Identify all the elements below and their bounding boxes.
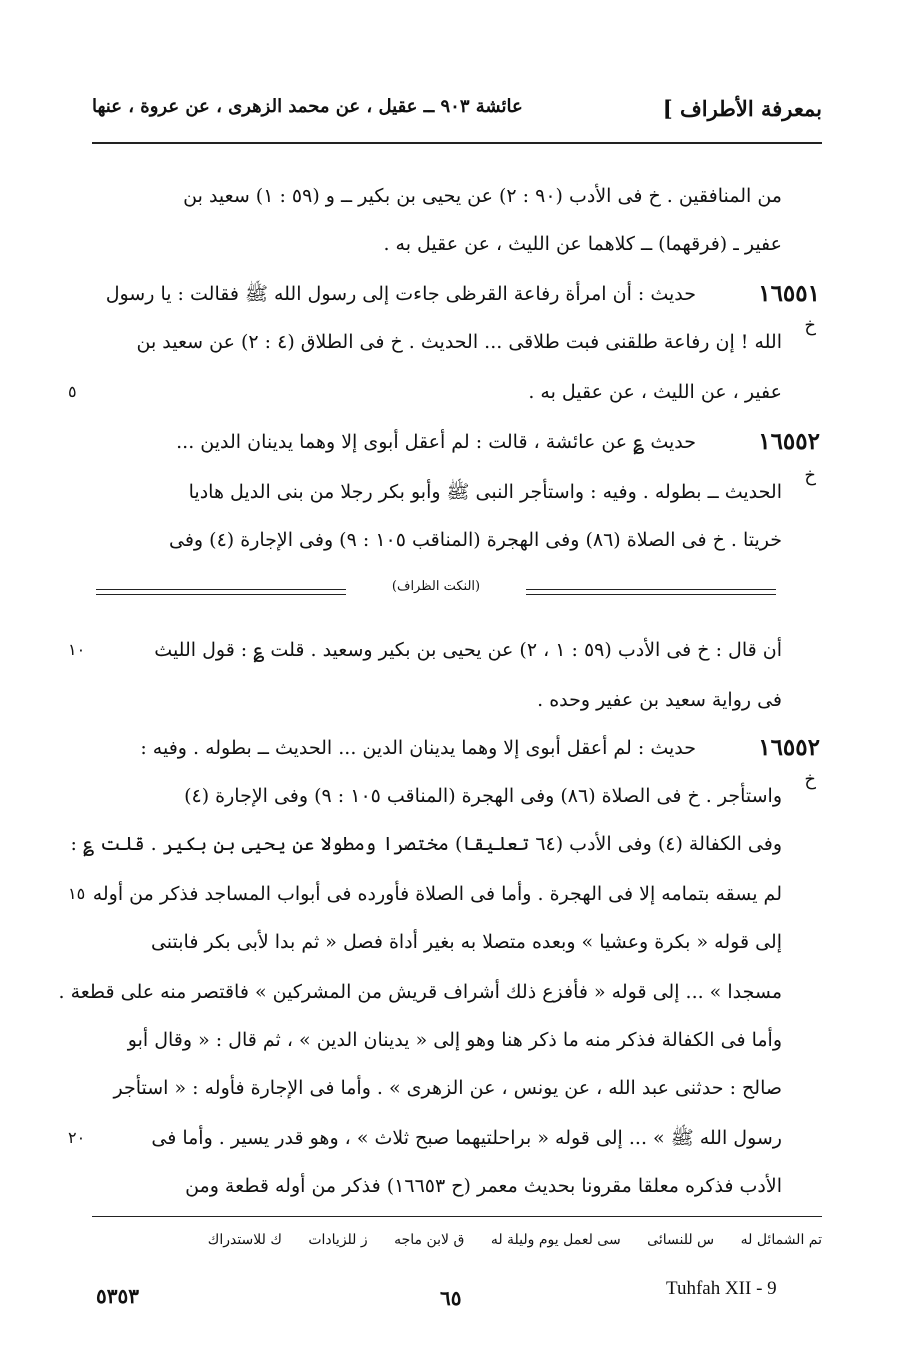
header-book-title: بمعرفة الأطراف ] (662, 96, 822, 121)
upper-line-4: الله ! إن رفاعة طلقنى فبت طلاقى ... الحديث . خ فى الطلاق (٤ : ٢) عن سعيد بن (136, 331, 782, 353)
footer-rule (92, 1216, 822, 1217)
abbr-item: س للنسائى (647, 1232, 715, 1248)
lower-line-8: مسجدا » ... إلى قوله « فأفزع ذلك أشراف قريش من المشركين » فاقتصر منه على قطعة . (58, 981, 782, 1003)
section-separator (96, 579, 776, 601)
lower-line-7: إلى قوله « بكرة وعشيا » وبعده متصلا به بغير أداة فصل « ثم بدا لأبى بكر فابتنى (150, 931, 782, 953)
lower-line-1: أن قال : خ فى الأدب (٥٩ : ١ ، ٢) عن يحيى بن بكير وسعيد . قلت ؏ : قول الليث (154, 639, 782, 661)
margin-number-10: ١٠ (68, 640, 86, 659)
separator-double-rule-right (526, 589, 776, 595)
siglum-kha: خ (804, 315, 816, 336)
siglum-kha: خ (804, 769, 816, 790)
upper-line-7: الحديث ــ بطوله . وفيه : واستأجر النبى ﷺ وأبو بكر رجلا من بنى الديل هاديا (188, 481, 782, 503)
footer-left-number: ٥٣٥٣ (96, 1284, 139, 1308)
abbreviation-key (186, 1232, 822, 1248)
upper-line-3: حديث : أن امرأة رفاعة القرظى جاءت إلى رسول الله ﷺ فقالت : يا رسول (105, 283, 696, 305)
abbr-item: ز للزيادات (308, 1232, 368, 1248)
lower-line-9: وأما فى الكفالة فذكر منه ما ذكر هنا وهو إلى « يدينان الدين » ، ثم قال : « وقال أبو (127, 1029, 782, 1051)
hadith-number-16551: ١٦٥٥١ (758, 280, 820, 307)
lower-line-3: حديث : لم أعقل أبوى إلا وهما يدينان الدين ... الحديث ــ بطوله . وفيه : (140, 737, 696, 759)
upper-line-5: عفير ، عن الليث ، عن عقيل به . (528, 381, 782, 403)
lower-line-10: صالح : حدثنى عبد الله ، عن يونس ، عن الزهرى » . وأما فى الإجارة فأوله : « استأجر (113, 1077, 782, 1099)
margin-number-15: ١٥ (68, 884, 86, 903)
hadith-number-16552: ١٦٥٥٢ (758, 428, 820, 455)
margin-number-5: ٥ (68, 382, 77, 401)
lower-line-6: لم يسقه بتمامه إلا فى الهجرة . وأما فى الصلاة فأورده فى أبواب المساجد فذكر من أوله (92, 883, 782, 905)
hadith-number-16552-nukat: ١٦٥٥٢ (758, 734, 820, 761)
lower-line-2: فى رواية سعيد بن عفير وحده . (537, 689, 782, 711)
lower-line-5: وفى الكفالة (٤) وفى الأدب (٦٤ تعليقا) مختصرا ومطولا عن يحيى بن بكير . قلت ؏ : (70, 833, 782, 855)
separator-label: (النكت الظراف) (391, 579, 481, 594)
upper-line-2: عفير ـ (فرقهما) ــ كلاهما عن الليث ، عن عقيل به . (383, 233, 782, 255)
separator-double-rule-left (96, 589, 346, 595)
margin-number-20: ٢٠ (68, 1128, 86, 1147)
abbr-item: ك للاستدراك (207, 1232, 282, 1248)
upper-line-6: حديث ؏ عن عائشة ، قالت : لم أعقل أبوى إلا وهما يدينان الدين ... (176, 431, 696, 453)
page-number: ٦٥ (440, 1286, 462, 1310)
upper-line-8: خريتا . خ فى الصلاة (٨٦) وفى الهجرة (المناقب ١٠٥ : ٩) وفى الإجارة (٤) وفى (169, 529, 782, 551)
lower-line-4: واستأجر . خ فى الصلاة (٨٦) وفى الهجرة (المناقب ١٠٥ : ٩) وفى الإجارة (٤) (184, 785, 782, 807)
header-rule (92, 142, 822, 144)
abbr-item: تم الشمائل له (740, 1232, 822, 1248)
upper-line-1: من المنافقين . خ فى الأدب (٩٠ : ٢) عن يحيى بن بكير ــ و (٥٩ : ١) سعيد بن (183, 185, 782, 207)
abbr-item: ق لابن ماجه (394, 1232, 465, 1248)
volume-reference: Tuhfah XII - 9 (666, 1278, 777, 1299)
header-chain-title: عائشة ٩٠٣ ــ عقيل ، عن محمد الزهرى ، عن عروة ، عنها (92, 96, 523, 117)
running-header (92, 96, 822, 136)
siglum-kha: خ (804, 465, 816, 486)
abbr-item: سى لعمل يوم وليلة له (490, 1232, 621, 1248)
lower-line-11: رسول الله ﷺ » ... إلى قوله « براحلتيهما صبح ثلاث » ، وهو قدر يسير . وأما فى (151, 1127, 782, 1149)
lower-line-12: الأدب فذكره معلقا مقرونا بحديث معمر (ح ١٦٦٥٣) فذكر من أوله قطعة ومن (185, 1175, 782, 1197)
